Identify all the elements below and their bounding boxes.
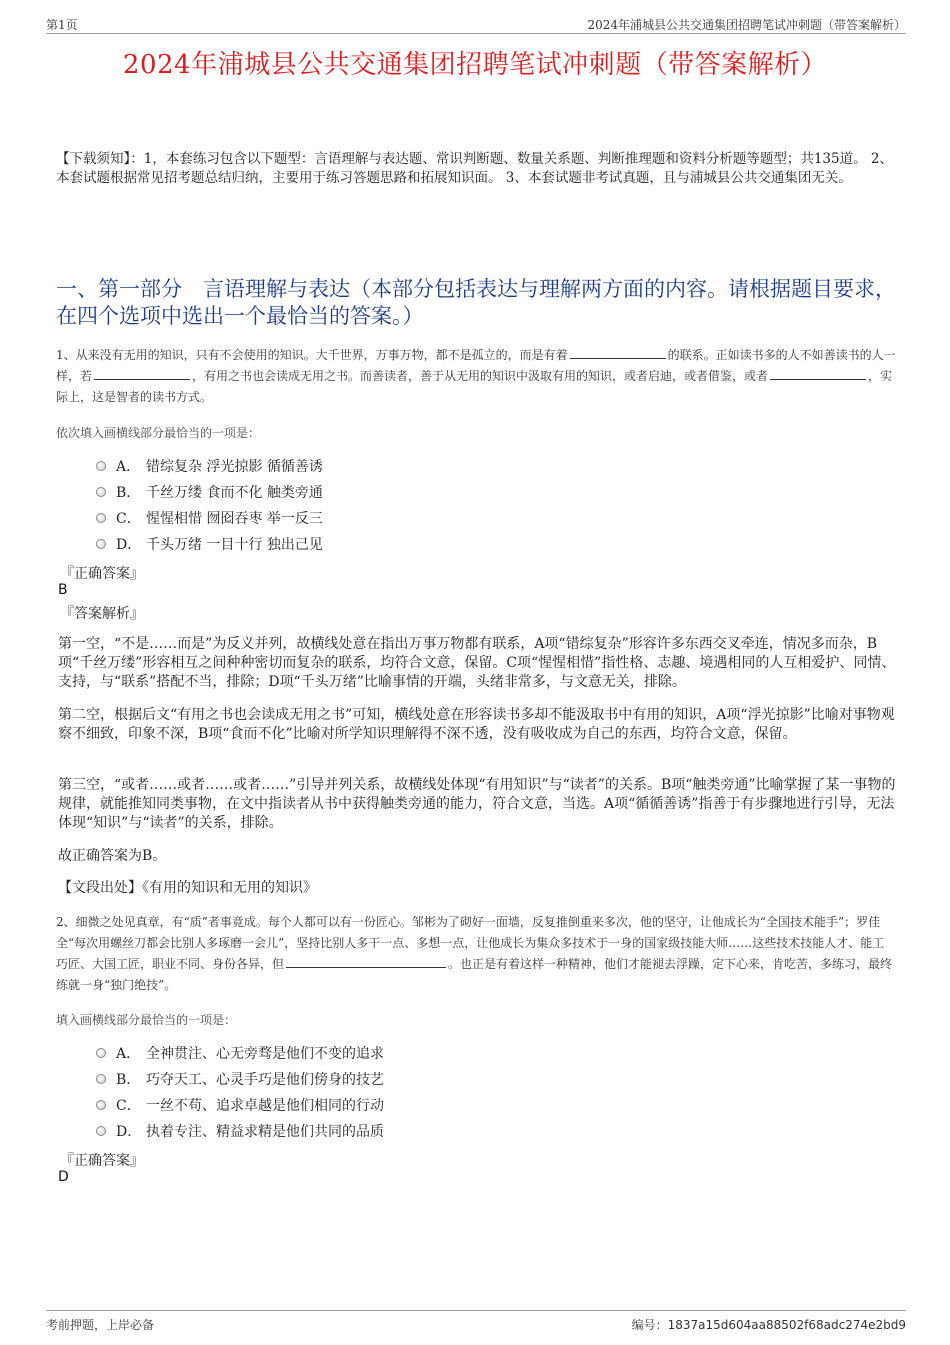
q2-answer-label: 『正确答案』 [60, 1153, 144, 1169]
option-text: 错综复杂 浮光掠影 循循善诱 [146, 459, 323, 475]
radio-icon[interactable] [96, 487, 106, 497]
page-header [46, 14, 906, 34]
option-text: 一丝不苟、追求卓越是他们相同的行动 [146, 1098, 384, 1114]
option-letter: D． [116, 1124, 142, 1140]
option-letter: C． [116, 511, 141, 527]
document-title: 2024年浦城县公共交通集团招聘笔试冲刺题（带答案解析） [122, 50, 828, 80]
header-doc-name: 2024年浦城县公共交通集团招聘笔试冲刺题（带答案解析） [587, 18, 906, 32]
q1-analysis-para-2: 第二空，根据后文“有用之书也会读成无用之书”可知，横线处意在形容读书多却不能汲取书中有用的知识，A项“浮光掠影”比喻对事物观察不细致，印象不深，B项“食而不化”比喻对所学知识理解得不深不透，没有吸收成为自己的东西，均符合文意，保留。 [58, 707, 895, 742]
page-number: 第1页 [46, 18, 78, 32]
q1-source: 【文段出处】《有用的知识和无用的知识》 [58, 880, 317, 896]
option-letter: A． [116, 1046, 141, 1062]
q1-analysis-para-1: 第一空，“不是……而是”为反义并列，故横线处意在指出万事万物都有联系，A项“错综复杂”形容许多东西交叉牵连，情况多而杂，B项“千丝万缕”形容相互之间种种密切而复杂的联系，均符合文意，保留。C项“惺惺相惜”指性格、志趣、境遇相同的人互相爱护、同情、支持，与“联系”搭配不当，排除；D项“千头万绪”比喻事情的开端，头绪非常多，与文意无关，排除。 [58, 636, 896, 690]
option-letter: A． [116, 459, 141, 475]
q2-option-d[interactable] [96, 1121, 384, 1141]
q1-prompt: 依次填入画横线部分最恰当的一项是： [56, 426, 261, 440]
radio-icon[interactable] [96, 513, 106, 523]
download-notice: 【下载须知】：1，本套练习包含以下题型：言语理解与表达题、常识判断题、数量关系题、判断推理题和资料分析题等题型；共135道。 2、本套试题根据常见招考题总结归纳，主要用于练习答题思路和拓展知识面。 3、本套试题非考试真题，且与浦城县公共交通集团无关。 [56, 151, 893, 186]
option-letter: D． [116, 537, 142, 553]
option-text: 全神贯注、心无旁骛是他们不变的追求 [146, 1046, 384, 1062]
q2-prompt: 填入画横线部分最恰当的一项是： [56, 1013, 237, 1027]
footer-slogan: 考前押题，上岸必备 [46, 1318, 155, 1332]
q2-blank-1 [286, 956, 446, 968]
q1-option-c[interactable] [96, 508, 323, 528]
q2-option-b[interactable] [96, 1069, 384, 1089]
q1-blank-1 [570, 347, 666, 359]
section-title: 一、第一部分 言语理解与表达（本部分包括表达与理解两方面的内容。请根据题目要求，在四个选项中选出一个最恰当的答案。） [56, 277, 896, 328]
q2-option-a[interactable] [96, 1043, 384, 1063]
q1-analysis-label: 『答案解析』 [60, 606, 144, 622]
q1-blank-3 [770, 368, 866, 380]
radio-icon[interactable] [96, 1048, 106, 1058]
q2-answer: D [58, 1169, 69, 1185]
question-2-stem [56, 912, 896, 996]
option-text: 千头万绪 一目十行 独出己见 [146, 537, 323, 553]
q1-option-a[interactable] [96, 456, 323, 476]
page-footer [46, 1310, 906, 1332]
q1-analysis-para-3: 第三空，“或者……或者……或者……”引导并列关系，故横线处体现“有用知识”与“读者”的关系。B项“触类旁通”比喻掌握了某一事物的规律，就能推知同类事物，在文中指读者从书中获得触类旁通的能力，符合文意，当选。A项“循循善诱”指善于有步骤地进行引导，无法体现“知识”与“读者”的关系，排除。 [58, 777, 896, 831]
option-letter: B． [116, 1072, 141, 1088]
option-text: 千丝万缕 食而不化 触类旁通 [146, 485, 323, 501]
q2-text-part2: 。也正是有着这样一种精神，他们才能褪去浮躁，定下心来，肯吃苦，多练习，最终练就一身“独门绝技”。 [56, 957, 893, 992]
radio-icon[interactable] [96, 1126, 106, 1136]
q1-text-part3: ，有用之书也会读成无用之书。而善读者，善于从无用的知识中汲取有用的知识，或者启迪，或者借鉴，或者 [192, 369, 769, 383]
footer-serial: 编号：1837a15d604aa88502f68adc274e2bd9 [631, 1318, 906, 1332]
q1-option-d[interactable] [96, 534, 323, 554]
q1-text-part2: 的联系。正如读书多的人不如善读书的人一样，若 [56, 348, 896, 383]
q1-answer: B [58, 582, 68, 598]
q1-analysis-conclusion: 故正确答案为B。 [58, 848, 167, 864]
q1-answer-label: 『正确答案』 [60, 566, 144, 582]
option-text: 巧夺天工、心灵手巧是他们傍身的技艺 [146, 1072, 384, 1088]
q1-option-b[interactable] [96, 482, 323, 502]
radio-icon[interactable] [96, 1074, 106, 1084]
option-text: 惺惺相惜 囫囵吞枣 举一反三 [146, 511, 323, 527]
option-letter: C． [116, 1098, 141, 1114]
q2-option-c[interactable] [96, 1095, 384, 1115]
option-letter: B． [116, 485, 141, 501]
q1-text-part4: ，实际上，这是智者的读书方式。 [56, 369, 893, 404]
radio-icon[interactable] [96, 461, 106, 471]
option-text: 执着专注、精益求精是他们共同的品质 [146, 1124, 384, 1140]
q1-text-part1: 1、从来没有无用的知识，只有不会使用的知识。大千世界，万事万物，都不是孤立的，而是有着 [56, 348, 568, 362]
radio-icon[interactable] [96, 539, 106, 549]
question-1-stem [56, 345, 896, 408]
q2-text-part1: 2、细微之处见真章，有“质”者事竟成。每个人都可以有一份匠心。邹彬为了砌好一面墙，反复推倒重来多次，他的坚守，让他成长为“全国技术能手”；罗佳全“每次用螺丝刀都会比别人多琢磨一会儿”，坚持比别人多干一点、多想一点，让他成长为集众多技术于一身的国家级技能大师……这些技术技能人才、能工巧匠、大国工匠，职业不同、身份各异，但 [56, 915, 885, 971]
radio-icon[interactable] [96, 1100, 106, 1110]
q1-blank-2 [94, 368, 190, 380]
